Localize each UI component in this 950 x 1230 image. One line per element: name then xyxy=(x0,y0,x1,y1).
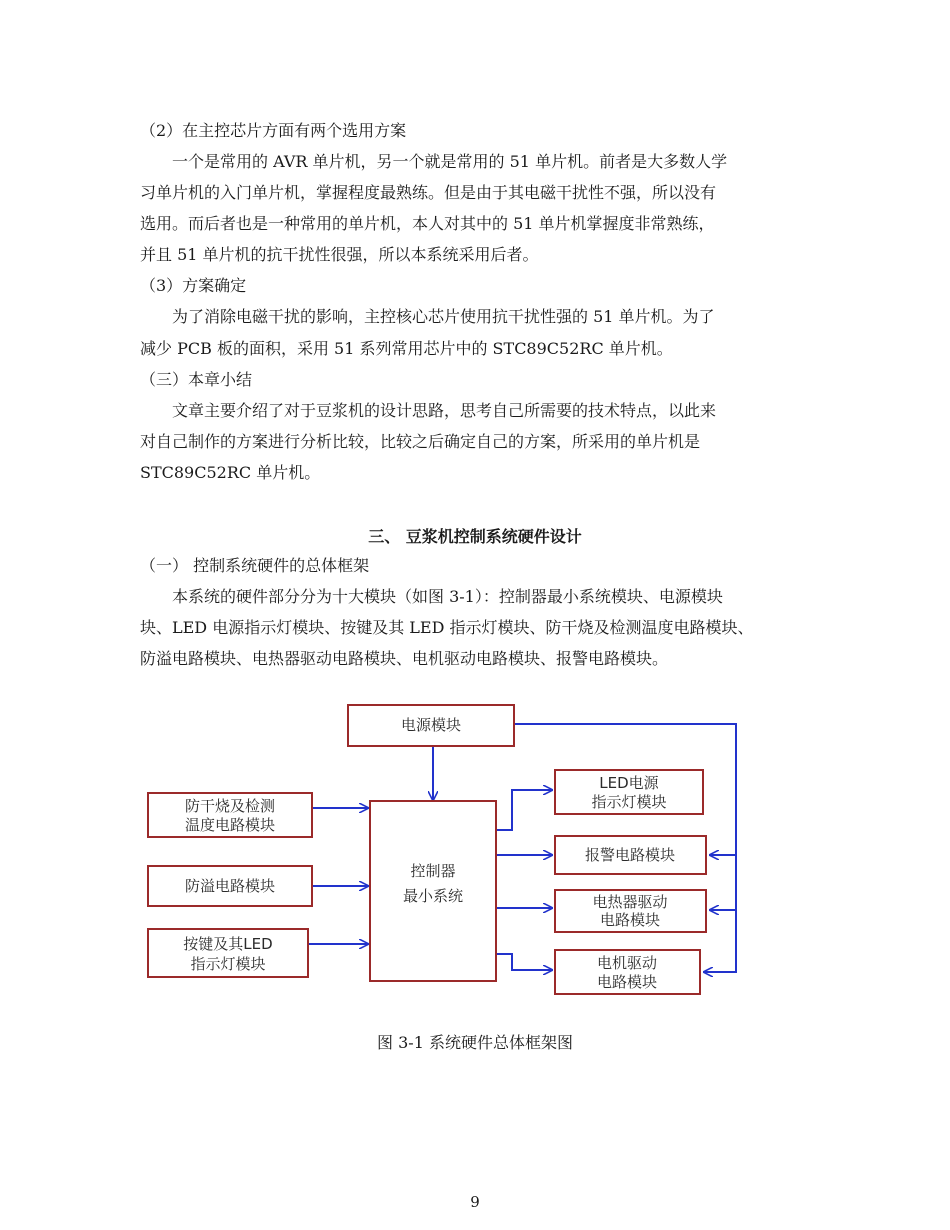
alarm-module-box xyxy=(555,836,706,874)
keys-led-label-line1: 按键及其LED xyxy=(183,935,273,953)
led-power-label-line2: 指示灯模块 xyxy=(591,793,667,811)
heater-driver-label-line1: 电热器驱动 xyxy=(592,893,668,911)
overflow-module-box xyxy=(148,866,312,906)
paragraph-heading: （3）方案确定 xyxy=(140,276,247,295)
motor-driver-box xyxy=(555,950,700,994)
controller-label-line1: 控制器 xyxy=(410,862,456,880)
heater-driver-box xyxy=(555,890,706,932)
paragraph-heading: （三）本章小结 xyxy=(140,370,253,389)
paragraph-heading: （一） 控制系统硬件的总体框架 xyxy=(140,556,370,575)
led-power-indicator-box xyxy=(555,770,703,814)
dry-burn-temp-label-line2: 温度电路模块 xyxy=(184,816,276,834)
controller-box xyxy=(370,801,496,981)
led-power-label-line1: LED电源 xyxy=(599,774,659,792)
keys-led-module-box xyxy=(148,929,308,977)
section-title: 三、 豆浆机控制系统硬件设计 xyxy=(368,527,582,546)
power-module-label: 电源模块 xyxy=(400,716,462,734)
paragraph-line: 对自己制作的方案进行分析比较，比较之后确定自己的方案，所采用的单片机是 xyxy=(140,432,701,451)
hardware-block-diagram xyxy=(140,700,740,1005)
paragraph-line: 为了消除电磁干扰的影响，主控核心芯片使用抗干扰性强的 51 单片机。为了 xyxy=(172,307,715,326)
motor-driver-label-line2: 电路模块 xyxy=(596,973,658,991)
paragraph-line: 块、LED 电源指示灯模块、按键及其 LED 指示灯模块、防干烧及检测温度电路模块、 xyxy=(140,618,754,637)
power-module-box xyxy=(348,705,514,746)
dry-burn-temp-module-box xyxy=(148,793,312,837)
paragraph-line: 减少 PCB 板的面积，采用 51 系列常用芯片中的 STC89C52RC 单片机。 xyxy=(140,339,673,358)
page-number: 9 xyxy=(470,1193,480,1211)
paragraph-line: 并且 51 单片机的抗干扰性很强，所以本系统采用后者。 xyxy=(140,245,539,264)
paragraph-line: 防溢电路模块、电热器驱动电路模块、电机驱动电路模块、报警电路模块。 xyxy=(140,649,669,668)
paragraph-line: 一个是常用的 AVR 单片机，另一个就是常用的 51 单片机。前者是大多数人学 xyxy=(172,152,728,171)
paragraph-line: 文章主要介绍了对于豆浆机的设计思路，思考自己所需要的技术特点，以此来 xyxy=(172,401,717,420)
paragraph-line: 习单片机的入门单片机，掌握程度最熟练。但是由于其电磁干扰性不强，所以没有 xyxy=(140,183,717,202)
figure-caption: 图 3-1 系统硬件总体框架图 xyxy=(377,1033,573,1052)
paragraph-line: 本系统的硬件部分分为十大模块（如图 3-1）：控制器最小系统模块、电源模块 xyxy=(172,587,723,606)
controller-label-line2: 最小系统 xyxy=(402,887,464,905)
motor-driver-label-line1: 电机驱动 xyxy=(596,954,658,972)
heater-driver-label-line2: 电路模块 xyxy=(599,911,661,929)
paragraph-heading: （2）在主控芯片方面有两个选用方案 xyxy=(140,121,407,140)
overflow-module-label: 防溢电路模块 xyxy=(184,877,276,895)
keys-led-label-line2: 指示灯模块 xyxy=(190,955,266,973)
paragraph-line: 选用。而后者也是一种常用的单片机，本人对其中的 51 单片机掌握度非常熟练， xyxy=(140,214,715,233)
alarm-module-label: 报警电路模块 xyxy=(584,846,676,864)
dry-burn-temp-label-line1: 防干烧及检测 xyxy=(184,797,276,815)
paragraph-line: STC89C52RC 单片机。 xyxy=(140,463,321,482)
